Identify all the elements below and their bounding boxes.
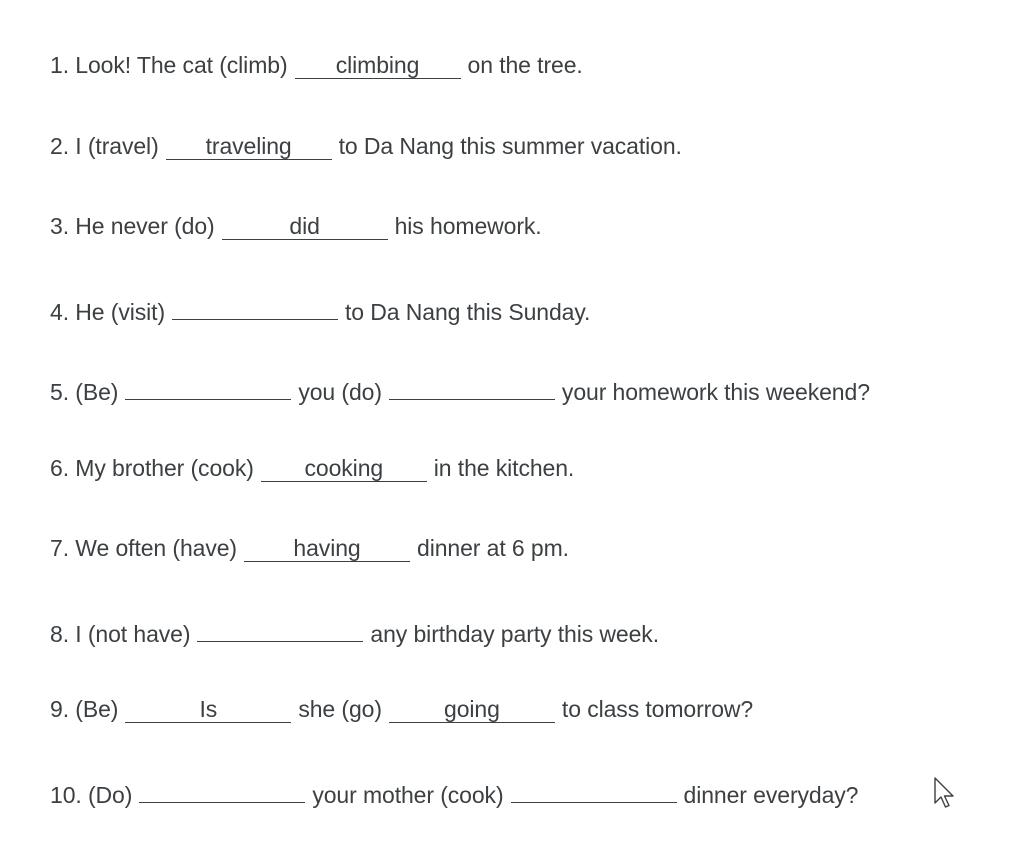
question-text: your mother (cook) (312, 782, 503, 809)
answer-blank[interactable]: did (222, 213, 388, 240)
question-text: to class tomorrow? (562, 696, 753, 723)
question-number: 2. (50, 133, 69, 160)
question-text: dinner everyday? (684, 782, 859, 809)
question-text: I (travel) (75, 133, 158, 160)
answer-blank[interactable]: having (244, 535, 410, 562)
question-1 (50, 52, 870, 133)
question-9 (50, 696, 870, 777)
question-text: (Be) (75, 379, 118, 406)
question-number: 8. (50, 621, 69, 648)
question-text: My brother (cook) (75, 455, 254, 482)
question-text: (Do) (88, 782, 132, 809)
answer-blank[interactable]: climbing (295, 52, 461, 79)
question-number: 5. (50, 379, 69, 406)
question-number: 9. (50, 696, 69, 723)
answer-blank[interactable] (511, 777, 677, 803)
question-text: He (visit) (75, 299, 165, 326)
answer-blank[interactable] (197, 616, 363, 642)
answer-blank[interactable] (139, 777, 305, 803)
answer-blank[interactable]: Is (125, 696, 291, 723)
question-4 (50, 294, 870, 375)
question-number: 3. (50, 213, 69, 240)
question-8 (50, 616, 870, 697)
question-text: his homework. (395, 213, 542, 240)
question-number: 10. (50, 782, 82, 809)
question-number: 7. (50, 535, 69, 562)
question-text: on the tree. (468, 52, 583, 79)
question-text: your homework this weekend? (562, 379, 870, 406)
question-number: 1. (50, 52, 69, 79)
mouse-pointer-icon (933, 777, 957, 811)
answer-blank[interactable] (389, 374, 555, 400)
question-text: any birthday party this week. (370, 621, 659, 648)
answer-blank[interactable] (172, 294, 338, 320)
question-text: He never (do) (75, 213, 214, 240)
question-text: We often (have) (75, 535, 237, 562)
question-5 (50, 374, 870, 455)
question-text: Look! The cat (climb) (75, 52, 287, 79)
question-text: dinner at 6 pm. (417, 535, 569, 562)
answer-blank[interactable]: traveling (166, 133, 332, 160)
answer-blank[interactable]: cooking (261, 455, 427, 482)
question-number: 4. (50, 299, 69, 326)
question-6 (50, 455, 870, 536)
question-number: 6. (50, 455, 69, 482)
question-text: to Da Nang this Sunday. (345, 299, 590, 326)
question-text: you (do) (298, 379, 382, 406)
question-text: I (not have) (75, 621, 190, 648)
question-3 (50, 213, 870, 294)
question-text: she (go) (298, 696, 382, 723)
answer-blank[interactable]: going (389, 696, 555, 723)
question-text: (Be) (75, 696, 118, 723)
question-text: to Da Nang this summer vacation. (339, 133, 682, 160)
question-text: in the kitchen. (434, 455, 574, 482)
question-2 (50, 133, 870, 214)
answer-blank[interactable] (125, 374, 291, 400)
worksheet (50, 52, 870, 857)
question-10 (50, 777, 870, 857)
question-7 (50, 535, 870, 616)
